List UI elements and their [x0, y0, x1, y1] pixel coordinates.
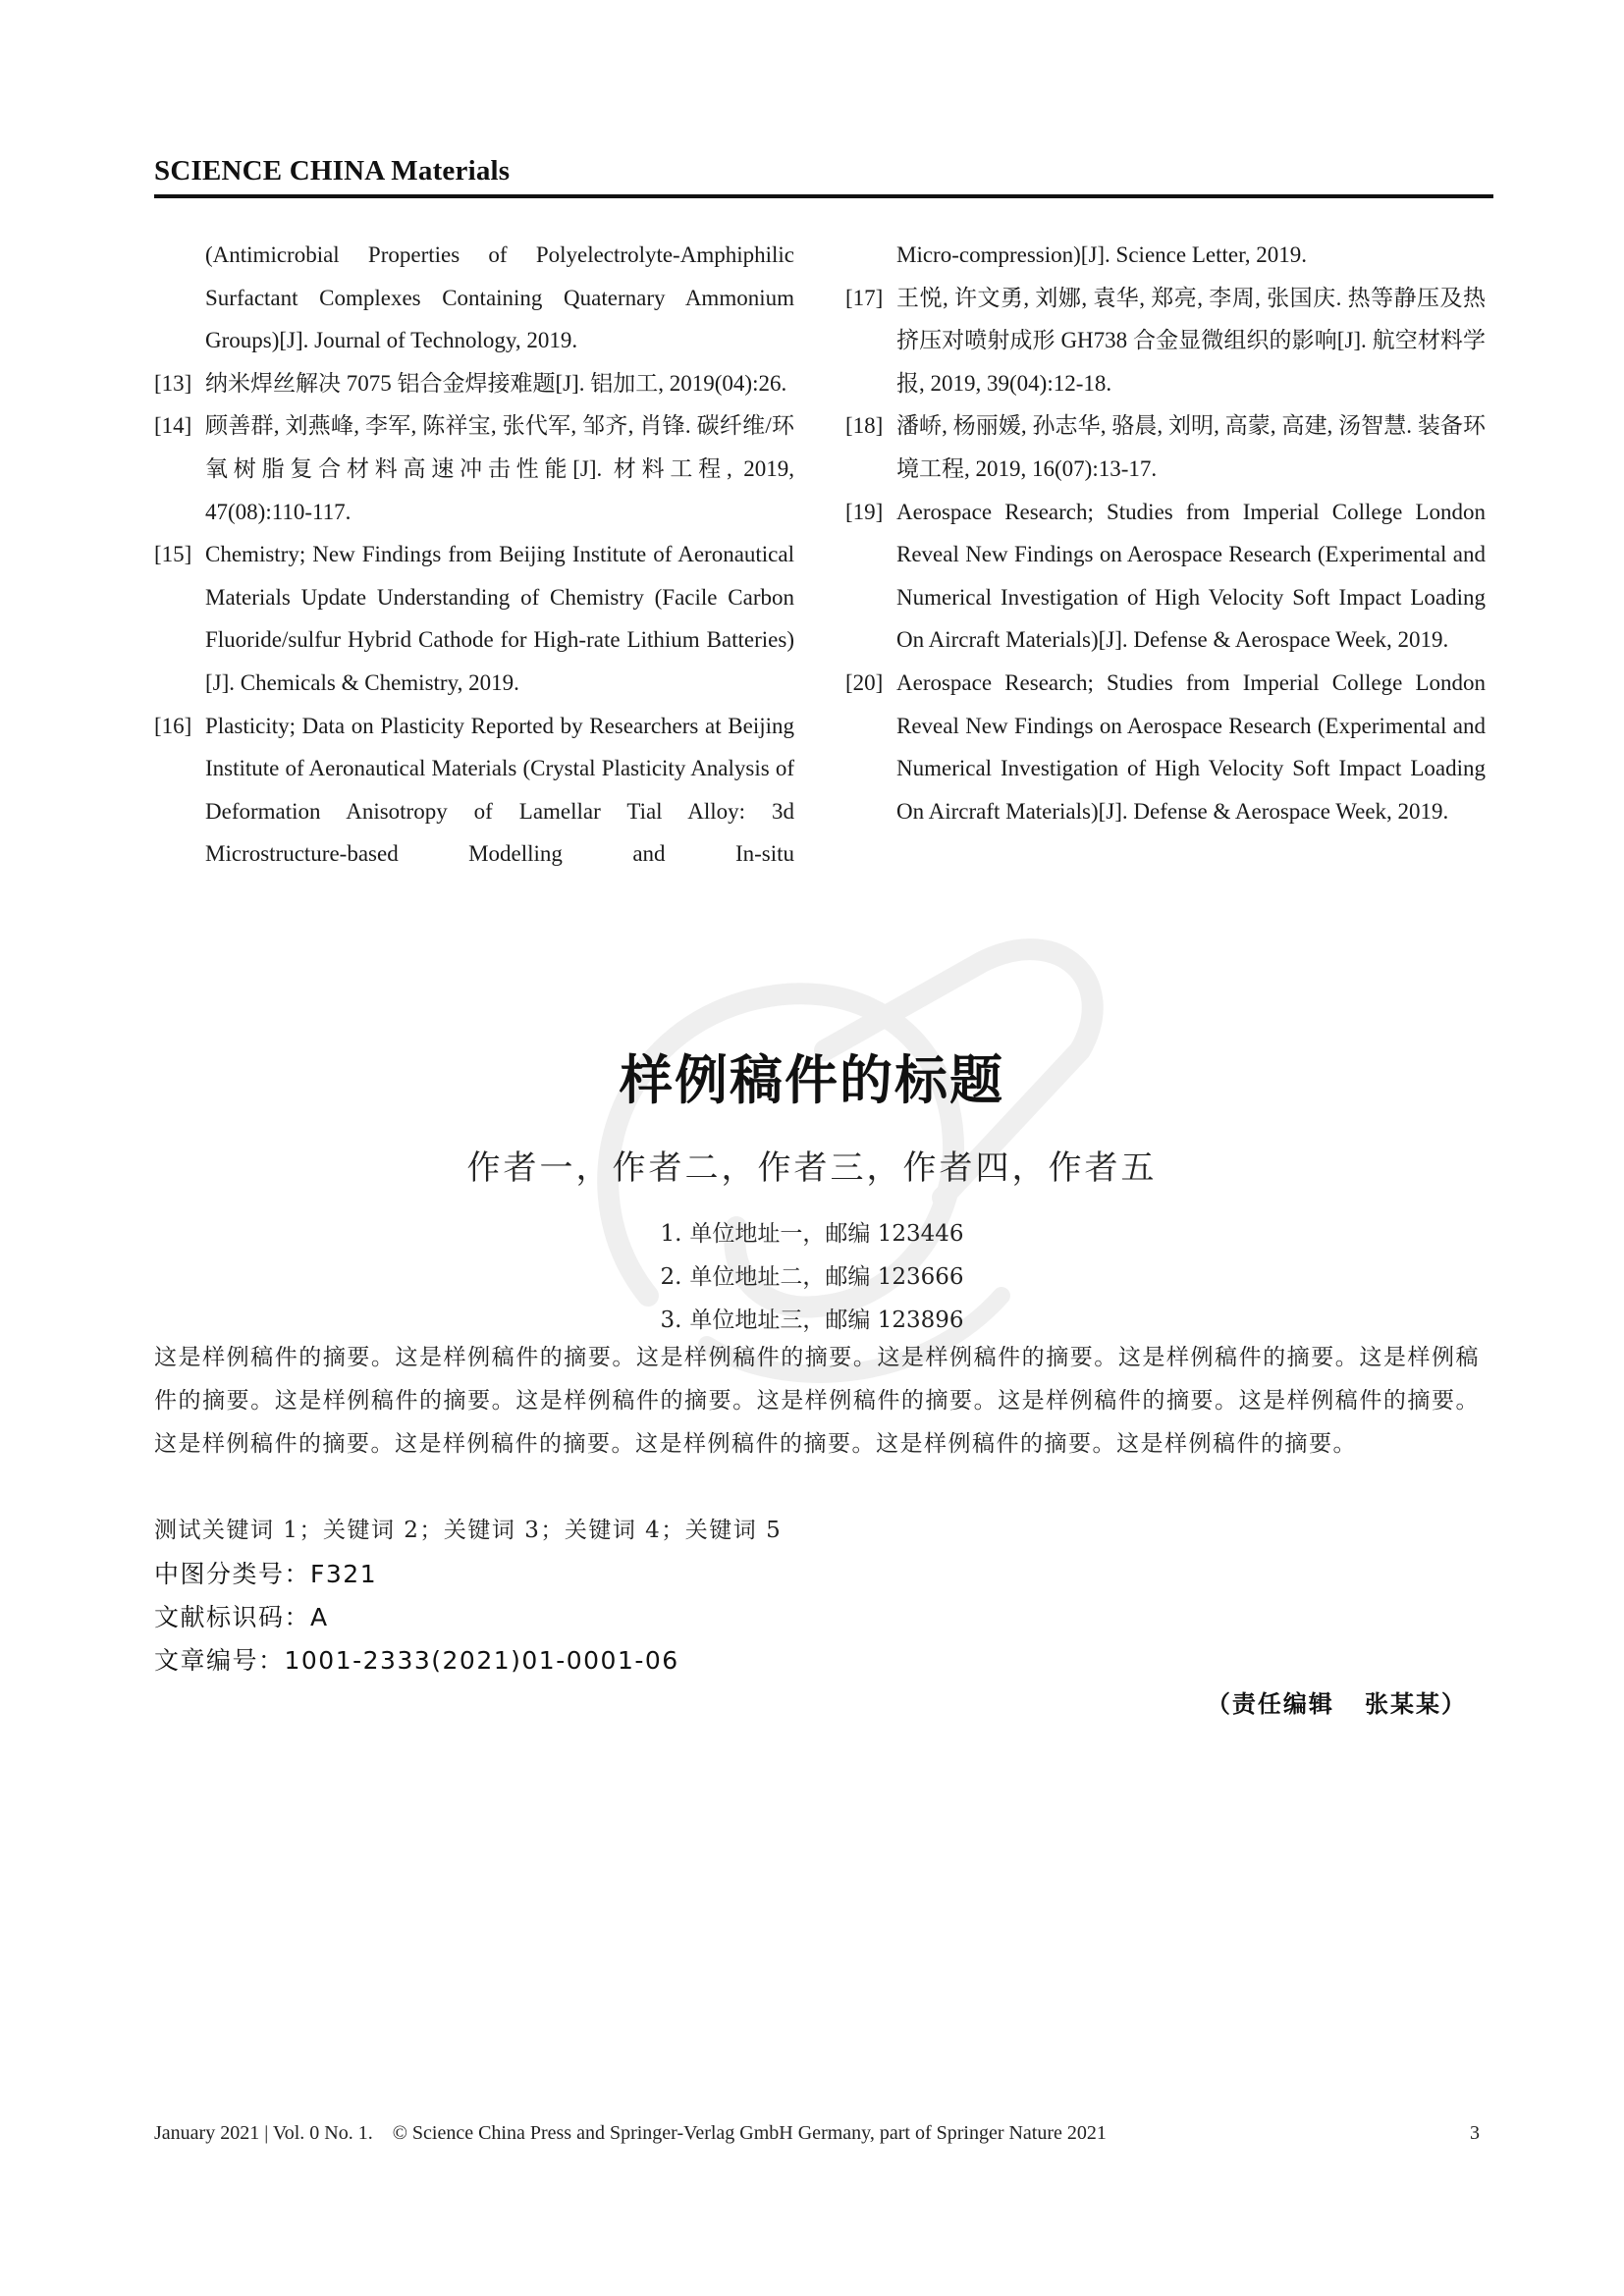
- affiliation-number: 2.: [660, 1264, 682, 1290]
- reference-number: [19]: [845, 499, 884, 524]
- reference-number: [15]: [154, 542, 192, 567]
- document-code: 文献标识码：A: [154, 1603, 329, 1631]
- reference-number: [13]: [154, 370, 192, 396]
- reference-item: [154, 705, 794, 876]
- reference-item: [845, 662, 1486, 832]
- reference-continuation: [845, 234, 1486, 277]
- article-number: 文章编号：1001-2333(2021)01-0001-06: [154, 1646, 679, 1675]
- abstract-paragraph: 这是样例稿件的摘要。这是样例稿件的摘要。这是样例稿件的摘要。这是样例稿件的摘要。这是样例稿件的摘要。这是样例稿件的摘要。这是样例稿件的摘要。这是样例稿件的摘要。这是样例稿件的摘要。这是样例稿件的摘要。这是样例稿件的摘要。这是样例稿件的摘要。这是样例稿件的摘要。这是样例稿件的摘要。这是样例稿件的摘要。这是样例稿件的摘要。: [154, 1345, 1480, 1457]
- reference-text: 顾善群, 刘燕峰, 李军, 陈祥宝, 张代军, 邹齐, 肖锋. 碳纤维/环氧树脂复合材料高速冲击性能[J]. 材料工程, 2019, 47(08):110-117.: [205, 413, 794, 524]
- reference-text: 潘峤, 杨丽媛, 孙志华, 骆晨, 刘明, 高蒙, 高建, 汤智慧. 装备环境工程, 2019, 16(07):13-17.: [896, 413, 1486, 481]
- affiliation-text: 单位地址二，邮编 123666: [689, 1264, 964, 1290]
- reference-number: [18]: [845, 413, 884, 439]
- reference-number: [20]: [845, 669, 884, 695]
- affiliation-line: [0, 1258, 1624, 1291]
- reference-item: [154, 533, 794, 704]
- affiliation-text: 单位地址一，邮编 123446: [689, 1221, 964, 1247]
- journal-name: SCIENCE CHINA Materials: [154, 155, 511, 187]
- reference-number: [16]: [154, 713, 192, 738]
- affiliation-text: 单位地址三，邮编 123896: [689, 1308, 964, 1333]
- reference-number: [17]: [845, 285, 884, 310]
- references-right-column: [845, 234, 1486, 832]
- reference-continuation: [154, 234, 794, 362]
- reference-item: [154, 404, 794, 533]
- reference-item: [845, 277, 1486, 405]
- reference-text: 王悦, 许文勇, 刘娜, 袁华, 郑亮, 李周, 张国庆. 热等静压及热挤压对喷射成形 GH738 合金显微组织的影响[J]. 航空材料学报, 2019, 39(04):12-18.: [896, 285, 1486, 396]
- reference-text: Chemistry; New Findings from Beijing Institute of Aeronautical Materials Update Understanding of Chemistry (Facile Carbon Fluoride/sulfur Hybrid Cathode for High-rate Lithium Batteries)[J]. Chemicals & Chemistry, 2019.: [205, 542, 794, 695]
- reference-text: Plasticity; Data on Plasticity Reported by Researchers at Beijing Institute of Aeronautical Materials (Crystal Plasticity Analysis of Deformation Anisotropy of Lamellar Tial Alloy: 3d Microstructure-based Modelling and In-situ: [205, 713, 794, 867]
- reference-item: [845, 404, 1486, 490]
- page-number: 3: [1470, 2122, 1480, 2144]
- reference-item: [154, 362, 794, 405]
- keywords-line: 测试关键词 1；关键词 2；关键词 3；关键词 4；关键词 5: [154, 1518, 783, 1543]
- reference-continuation-line: Groups)[J]. Journal of Technology, 2019.: [205, 328, 578, 353]
- article-title: 样例稿件的标题: [620, 1049, 1004, 1111]
- reference-continuation-line: (Antimicrobial Properties of Polyelectrolyte-Amphiphilic: [205, 242, 794, 267]
- affiliation-number: 1.: [660, 1221, 682, 1247]
- references-left-column: [154, 234, 794, 876]
- reference-text: Aerospace Research; Studies from Imperial College London Reveal New Findings on Aerospace Research (Experimental and Numerical Investigation of High Velocity Soft Impact Loading On Aircraft Materials)[J]. Defense & Aerospace Week, 2019.: [896, 669, 1486, 824]
- header-rule: [154, 194, 1493, 198]
- running-header: [154, 155, 1493, 196]
- reference-text: 纳米焊丝解决 7075 铝合金焊接难题[J]. 铝加工, 2019(04):26.: [205, 370, 787, 396]
- reference-continuation-line: Micro-compression)[J]. Science Letter, 2019.: [896, 242, 1308, 267]
- reference-text: Aerospace Research; Studies from Imperial College London Reveal New Findings on Aerospace Research (Experimental and Numerical Investigation of High Velocity Soft Impact Loading On Aircraft Materials)[J]. Defense & Aerospace Week, 2019.: [896, 499, 1486, 653]
- article-authors: 作者一，作者二，作者三，作者四，作者五: [466, 1148, 1158, 1188]
- reference-item: [845, 491, 1486, 662]
- reference-number: [14]: [154, 413, 192, 439]
- clc-number: 中图分类号：F321: [154, 1560, 378, 1588]
- affiliation-line: [0, 1215, 1624, 1248]
- reference-continuation-line: Surfactant Complexes Containing Quaternary Ammonium: [205, 285, 794, 310]
- responsible-editor: （责任编辑 张某某）: [1206, 1689, 1467, 1718]
- affiliation-number: 3.: [660, 1308, 682, 1333]
- footer-citation: January 2021 | Vol. 0 No. 1. © Science China Press and Springer-Verlag GmbH Germany, part of Springer Nature 2021: [154, 2122, 1107, 2144]
- affiliation-line: [0, 1302, 1624, 1334]
